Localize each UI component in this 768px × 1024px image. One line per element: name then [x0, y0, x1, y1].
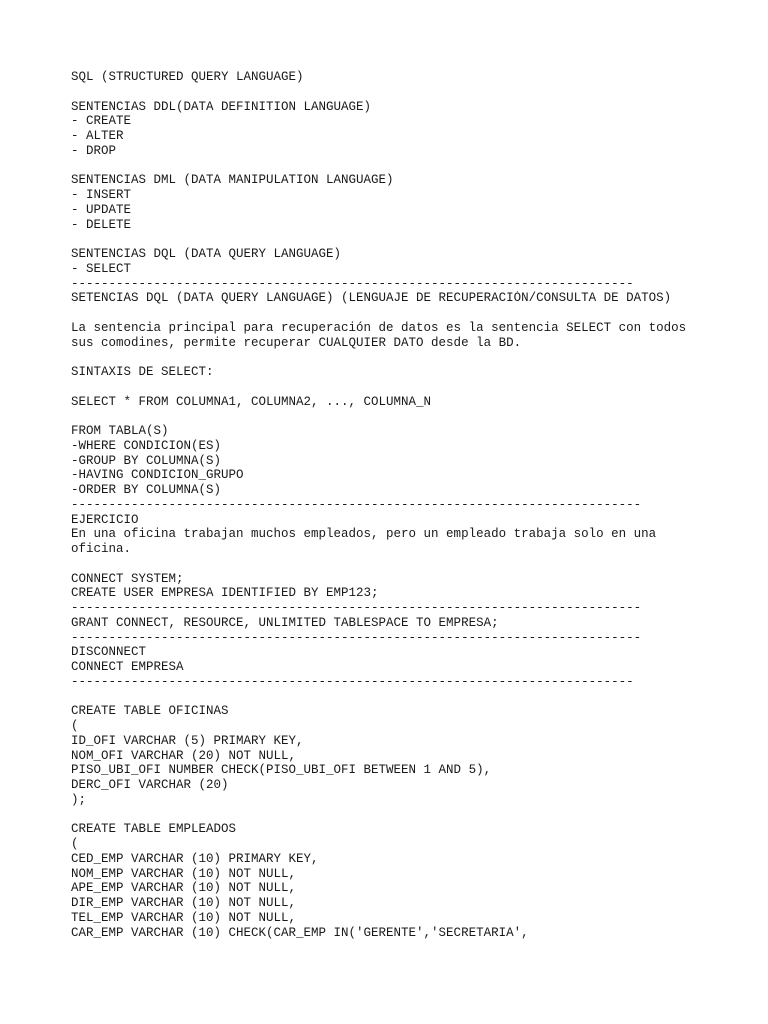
text-line: DISCONNECT	[71, 645, 147, 660]
blank-line	[71, 85, 751, 100]
text-line: CREATE TABLE EMPLEADOS	[71, 822, 237, 837]
text-line: -GROUP BY COLUMNA(S)	[71, 453, 222, 468]
text-line: SQL (STRUCTURED QUERY LANGUAGE)	[71, 70, 304, 84]
text-line: SETENCIAS DQL (DATA QUERY LANGUAGE) (LENGUAJE DE RECUPERACIÓN/CONSULTA DE DATOS)	[71, 291, 672, 306]
text-line: DIR_EMP VARCHAR (10) NOT NULL,	[71, 896, 297, 910]
text-line: - ALTER	[71, 129, 124, 143]
text-line: GRANT CONNECT, RESOURCE, UNLIMITED TABLESPACE TO EMPRESA;	[71, 615, 499, 630]
text-line: La sentencia principal para recuperación de datos es la sentencia SELECT con todos	[71, 320, 687, 335]
blank-line	[71, 808, 751, 823]
text-line: SENTENCIAS DQL (DATA QUERY LANGUAGE)	[71, 247, 342, 261]
text-line: ----------------------------------------------------------------------------	[71, 630, 642, 645]
text-line: - INSERT	[71, 188, 132, 202]
text-line: SENTENCIAS DDL(DATA DEFINITION LANGUAGE)	[71, 99, 372, 114]
text-line: CREATE TABLE OFICINAS	[71, 704, 229, 719]
text-line: sus comodines, permite recuperar CUALQUIER DATO desde la BD.	[71, 335, 522, 350]
text-line: CONNECT EMPRESA	[71, 660, 184, 674]
text-line: En una oficina trabajan muchos empleados, pero un empleado trabaja solo en una	[71, 527, 657, 542]
text-line: -WHERE CONDICION(ES)	[71, 438, 222, 453]
text-line: SENTENCIAS DML (DATA MANIPULATION LANGUAGE)	[71, 173, 394, 188]
text-line: (	[71, 837, 79, 851]
text-line: ---------------------------------------------------------------------------	[71, 276, 634, 291]
text-line: SINTAXIS DE SELECT:	[71, 365, 214, 379]
text-line: CAR_EMP VARCHAR (10) CHECK(CAR_EMP IN('GERENTE','SECRETARIA',	[71, 925, 529, 940]
text-line: NOM_OFI VARCHAR (20) NOT NULL,	[71, 748, 297, 763]
text-line: CONNECT SYSTEM;	[71, 571, 184, 586]
text-line: ID_OFI VARCHAR (5) PRIMARY KEY,	[71, 733, 304, 748]
blank-line	[71, 232, 751, 247]
blank-line	[71, 306, 751, 321]
text-line: APE_EMP VARCHAR (10) NOT NULL,	[71, 881, 297, 896]
blank-line	[71, 380, 751, 395]
text-line: (	[71, 719, 79, 733]
text-line: oficina.	[71, 542, 132, 556]
text-line: SELECT * FROM COLUMNA1, COLUMNA2, ..., COLUMNA_N	[71, 394, 432, 409]
blank-line	[71, 690, 751, 705]
blank-line	[71, 409, 751, 424]
blank-line	[71, 557, 751, 572]
document-body	[71, 70, 751, 940]
blank-line	[71, 159, 751, 174]
text-line: CREATE USER EMPRESA IDENTIFIED BY EMP123;	[71, 586, 379, 601]
text-line: - DELETE	[71, 217, 132, 232]
text-line: ----------------------------------------------------------------------------	[71, 601, 642, 615]
text-line: ---------------------------------------------------------------------------	[71, 674, 634, 689]
text-line: DERC_OFI VARCHAR (20)	[71, 778, 229, 792]
text-line: FROM TABLA(S)	[71, 424, 169, 438]
text-line: NOM_EMP VARCHAR (10) NOT NULL,	[71, 866, 297, 881]
text-line: TEL_EMP VARCHAR (10) NOT NULL,	[71, 910, 297, 925]
text-line: CED_EMP VARCHAR (10) PRIMARY KEY,	[71, 851, 319, 866]
text-line: - DROP	[71, 143, 117, 158]
text-line: );	[71, 792, 87, 807]
text-line: ----------------------------------------------------------------------------	[71, 497, 642, 512]
text-line: - CREATE	[71, 114, 132, 129]
text-line: - UPDATE	[71, 202, 132, 217]
text-line: -ORDER BY COLUMNA(S)	[71, 483, 222, 497]
text-line: EJERCICIO	[71, 512, 139, 527]
text-line: - SELECT	[71, 261, 132, 276]
text-line: -HAVING CONDICION_GRUPO	[71, 468, 244, 483]
text-line: PISO_UBI_OFI NUMBER CHECK(PISO_UBI_OFI BETWEEN 1 AND 5),	[71, 763, 492, 778]
blank-line	[71, 350, 751, 365]
